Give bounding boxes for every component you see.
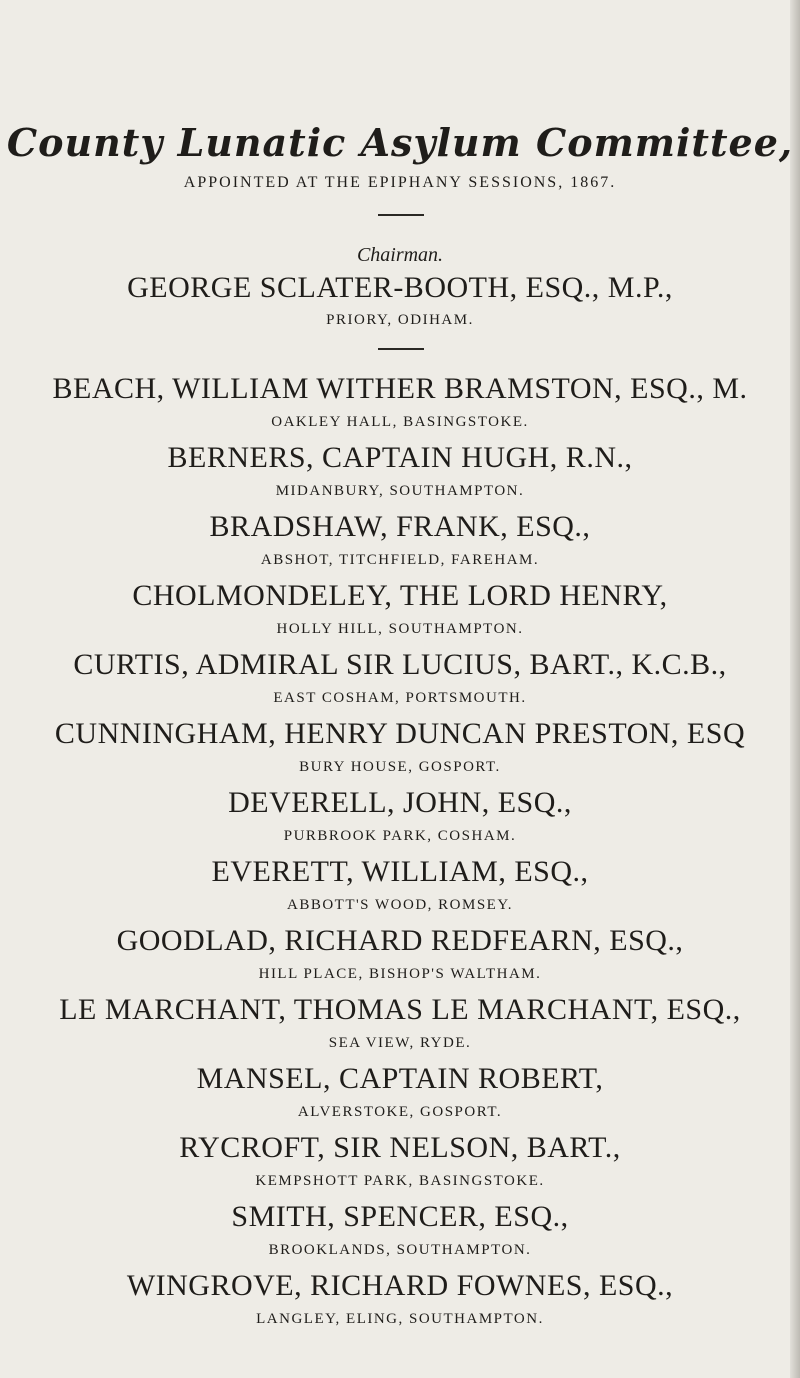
member-name: CURTIS, ADMIRAL SIR LUCIUS, BART., K.C.B., <box>73 648 727 681</box>
member-name: BEACH, WILLIAM WITHER BRAMSTON, ESQ., M. <box>52 372 748 405</box>
member-address: SEA VIEW, RYDE. <box>328 1035 472 1051</box>
member-name: GOODLAD, RICHARD REDFEARN, ESQ., <box>116 924 684 957</box>
member-name: CHOLMONDELEY, THE LORD HENRY, <box>132 579 668 612</box>
member-name: SMITH, SPENCER, ESQ., <box>231 1200 569 1233</box>
member-address: EAST COSHAM, PORTSMOUTH. <box>273 690 527 706</box>
member-name: LE MARCHANT, THOMAS LE MARCHANT, ESQ., <box>59 993 741 1026</box>
member-address: MIDANBURY, SOUTHAMPTON. <box>275 483 525 499</box>
member-name: MANSEL, CAPTAIN ROBERT, <box>196 1062 604 1095</box>
member-name: DEVERELL, JOHN, ESQ., <box>228 786 572 819</box>
member-address: HILL PLACE, BISHOP'S WALTHAM. <box>258 966 542 982</box>
member-address: HOLLY HILL, SOUTHAMPTON. <box>276 621 524 637</box>
divider-rule <box>378 348 424 350</box>
member-name: BERNERS, CAPTAIN HUGH, R.N., <box>167 441 633 474</box>
document-subtitle: APPOINTED AT THE EPIPHANY SESSIONS, 1867. <box>183 174 617 191</box>
chairman-address: PRIORY, ODIHAM. <box>326 312 474 328</box>
chairman-label: Chairman. <box>356 244 444 266</box>
member-address: OAKLEY HALL, BASINGSTOKE. <box>271 414 529 430</box>
member-address: LANGLEY, ELING, SOUTHAMPTON. <box>256 1311 544 1327</box>
member-name: EVERETT, WILLIAM, ESQ., <box>211 855 589 888</box>
chairman-name: GEORGE SCLATER-BOOTH, ESQ., M.P., <box>127 271 673 304</box>
page-edge-shadow <box>790 0 800 1378</box>
member-name: RYCROFT, SIR NELSON, BART., <box>179 1131 621 1164</box>
member-address: BURY HOUSE, GOSPORT. <box>299 759 501 775</box>
divider-rule <box>378 214 424 216</box>
member-address: PURBROOK PARK, COSHAM. <box>283 828 517 844</box>
member-address: KEMPSHOTT PARK, BASINGSTOKE. <box>255 1173 545 1189</box>
member-address: ABSHOT, TITCHFIELD, FAREHAM. <box>260 552 540 568</box>
member-name: BRADSHAW, FRANK, ESQ., <box>209 510 591 543</box>
member-address: ALVERSTOKE, GOSPORT. <box>297 1104 503 1120</box>
member-address: BROOKLANDS, SOUTHAMPTON. <box>268 1242 532 1258</box>
member-address: ABBOTT'S WOOD, ROMSEY. <box>286 897 513 913</box>
document-title: County Lunatic Asylum Committee, <box>6 120 794 165</box>
member-name: CUNNINGHAM, HENRY DUNCAN PRESTON, ESQ <box>54 717 746 750</box>
member-name: WINGROVE, RICHARD FOWNES, ESQ., <box>126 1269 674 1302</box>
